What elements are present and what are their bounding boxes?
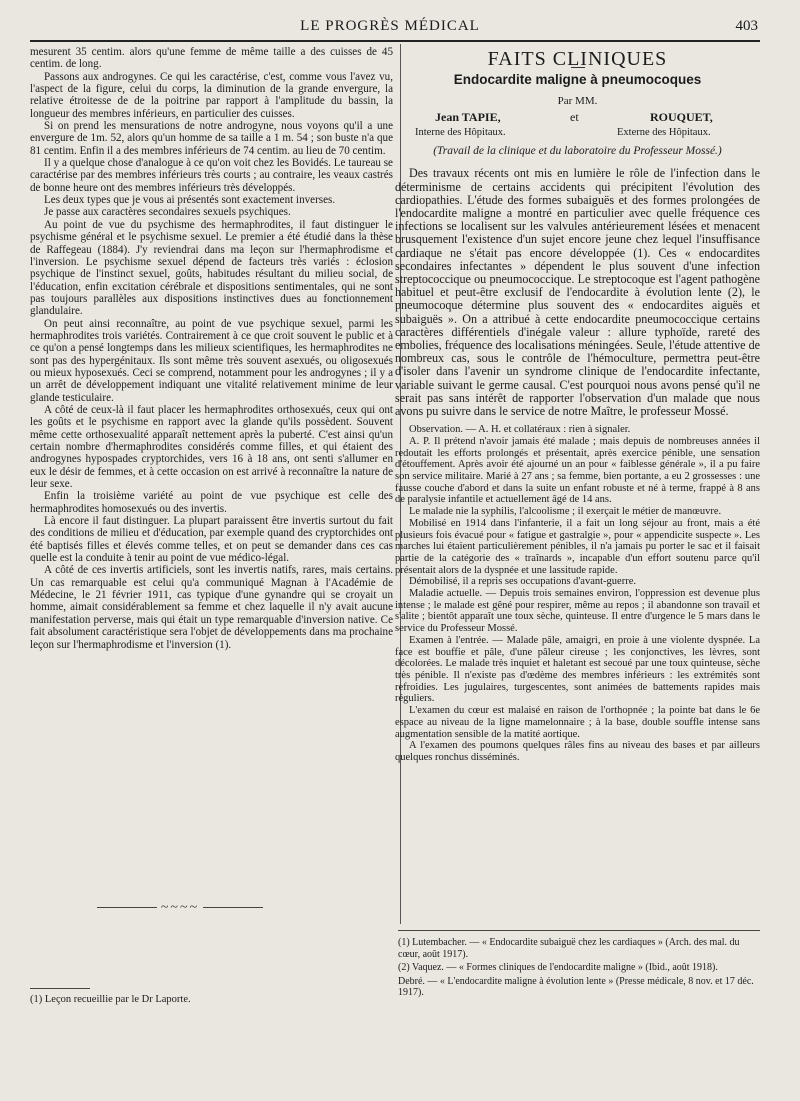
author-name: Jean TAPIE, bbox=[435, 110, 501, 125]
paragraph: Si on prend les mensurations de notre androgyne, nous voyons qu'il a une envergure de 1m. 52, alors qu'un homme de sa taille a 1 m. 54 ; son buste n'a que 81 centim. Enfin il a des membres inférieurs de 74 centim. au lieu de 70 centim. bbox=[30, 120, 393, 157]
footnotes bbox=[398, 937, 760, 1001]
section-ornament: ~~~~ bbox=[90, 900, 270, 916]
observation-paragraph: Examen à l'entrée. — Malade pâle, amaigri, en proie à une violente dyspnée. La face est bouffie et pâle, d'une pâleur cireuse ; les conjonctives, les lèvres, sont décolorées. Le malade très inquiet et haletant est secoué par une toux quinteuse, sèche très pénible. Il n'existe pas d'œdème des membres inférieurs : les extrémités sont refroidies. Les jugulaires, turgescentes, sont animées de battements rapides mais réguliers. bbox=[395, 634, 760, 705]
journal-title: LE PROGRÈS MÉDICAL bbox=[300, 18, 480, 34]
footnote: Debré. — « L'endocardite maligne à évolution lente » (Presse médicale, 8 nov. et 17 déc. 1917). bbox=[398, 975, 754, 999]
author-name: ROUQUET, bbox=[650, 110, 713, 125]
observation-paragraph: L'examen du cœur est malaisé en raison de l'orthopnée ; la pointe bat dans le 6e espace au niveau de la ligne mamelonnaire ; à la base, double souffle intense sans augmentation sensible de la matité aortique. bbox=[395, 705, 760, 740]
paragraph: Au point de vue du psychisme des hermaphrodites, il faut distinguer le psychisme général et le psychisme sexuel. Le premier a été étudié dans la thèse de Raffegeau (1884). J'y reviendrai dans ma leçon sur l'hermaphrodisme et l'inversion. Le psychisme sexuel dépend de facteurs très variés : éclosion psychique de l'instinct sexuel, goûts, habitudes résultant du milieu social, de l'éducation, enfin excitation cérébrale et dispositions sentimentales, qui ne sont pas toujours parallèles aux dispositions instinctives dues au fonctionnement glandulaire. bbox=[30, 218, 393, 318]
paragraph: On peut ainsi reconnaître, au point de vue psychique sexuel, parmi les hermaphrodites trois variétés. Contrairement à ce que croit souvent le public et à ce qu'on a pensé longtemps dans les milieux scientifiques, les hermaphrodites ne sont pas des hypergénitaux. Ils sont même très souvent asexués, ou oligosexués ou mieux hyposexués. Ceci se comprend, notamment pour les androgynes ; il y a un arrêt de développement indiquant une vitalité relativement minime de leur glande testiculaire. bbox=[30, 317, 393, 404]
paragraph: Passons aux androgynes. Ce qui les caractérise, c'est, comme vous l'avez vu, l'aspect de la figure, celui du corps, la diminution de la grande envergure, la relative étroitesse de de la poitrine par rapport à l'amplitude du bassin, la longueur des membres inférieurs, en particulier des cuisses. bbox=[30, 70, 393, 120]
paragraph: A côté de ceux-là il faut placer les hermaphrodites orthosexués, ceux qui ont les goûts et le psychisme en rapport avec la glande qu'ils possèdent. Souvent même cette orthosexualité apparaît nettement après la puberté. C'est ainsi qu'un certain nombre d'hermaphrodites considérés comme filles, et qui étaient des androgynes hypospades cryptorchides, vers 16 à 18 ans, ont senti s'allumer en eux le désir de femmes, et à cette occasion on est arrivé à reconnaître la nature de leur sexe. bbox=[30, 403, 393, 491]
observation-paragraph: Observation. — A. H. et collatéraux : rien à signaler. bbox=[409, 424, 631, 436]
section-title: FAITS CLINIQUES bbox=[487, 48, 668, 70]
introduction-paragraph: Des travaux récents ont mis en lumière le rôle de l'infection dans le déterminisme de certains accidents qui précipitent l'évolution des cardiopathies. L'étude des formes subaiguës et des formes prolongées de l'endocardite maligne a montré en particulier avec quelle fréquence ces infections se localisent sur les valvules antérieurement lésées et menacent brusquement l'existence d'un sujet encore jeune chez lequel l'insuffisance cardiaque ne s'était pas encore développée (1). Ces « endocardites secondaires infectantes » dépendent le plus souvent d'une infection streptococcique ou pneumococcique. Le streptocoque est l'agent pathogène habituel et peut-être exclusif de l'endocardite à évolution lente (2), le pneumocoque détermine plus souvent des « endocardites aiguës et subaiguës ». On a attribué à cette endocardite pneumococcique certains caractères différentiels d'inégale valeur : allure typhoïde, rareté des embolies, fréquence des localisations méningées. Seule, l'étude attentive de nombreux cas, sous le contrôle de l'hémoculture, permettra peut-être d'isoler dans l'avenir un syndrome clinique de l'endocardite infectante, variable suivant le germe causal. C'est pourquoi nous avons pensé qu'il ne serait pas sans intérêt de rapporter l'observation d'un malade que nous avons pu suivre dans le service de notre Maître, le professeur Mossé. bbox=[395, 166, 760, 419]
left-column bbox=[30, 46, 393, 651]
right-column bbox=[395, 49, 760, 764]
paragraph: Les deux types que je vous ai présentés sont exactement inverses. bbox=[44, 194, 336, 207]
author-conjunction: et bbox=[570, 110, 579, 125]
paragraph: A côté de ces invertis artificiels, sont les invertis natifs, rares, mais certains. Un cas remarquable est celui qu'a communiqué Magnan à l'Académie de Médecine, le 21 février 1911, cas typique d'une gynandre qui se croyait un homme, aimait considérablement sa femme et chez laquelle il n'y avait aucune manifestation perverse, mais qui était un type remarquable d'inversion native. Ce fait absolument caractéristique sera l'objet de développements dans ma prochaine leçon sur l'hermaphrodisme et l'inversion (1). bbox=[30, 564, 393, 651]
observation-paragraph: Mobilisé en 1914 dans l'infanterie, il a fait un long séjour au front, mais a été plusieurs fois évacué pour « fatigue et gastralgie », pour « appendicite suspecte ». Les marches lui étaient particulièrement pénibles, il n'a jamais pu porter le sac et il faisait partie de la catégorie des « traînards », incapable d'un effort soutenu parce qu'il présentait alors de la dyspnée et une lassitude rapide. bbox=[395, 517, 760, 576]
observation-paragraph: Maladie actuelle. — Depuis trois semaines environ, l'oppression est devenue plus intense ; le malade est gêné pour respirer, même au repos ; il abandonne son travail et s'alite ; bientôt apparaît une toux sèche, quinteuse. Il entre d'urgence le 5 mars dans le service du Professeur Mossé. bbox=[395, 588, 760, 635]
observation-paragraph: A l'examen des poumons quelques râles fins au niveau des bases et par ailleurs quelques ronchus disséminés. bbox=[395, 740, 760, 763]
footnote: (1) Lutembacher. — « Endocardite subaiguë chez les cardiaques » (Arch. des mal. du cœur, août 1917). bbox=[398, 937, 740, 960]
affiliation-note: (Travail de la clinique et du laboratoire du Professeur Mossé.) bbox=[433, 145, 722, 158]
observation-paragraph: Le malade nie la syphilis, l'alcoolisme ; il exerçait le métier de manœuvre. bbox=[409, 506, 722, 518]
article-title: Endocardite maligne à pneumocoques bbox=[453, 72, 702, 88]
footnote: (1) Leçon recueillie par le Dr Laporte. bbox=[30, 994, 191, 1005]
paragraph: Je passe aux caractères secondaires sexuels psychiques. bbox=[44, 206, 291, 219]
author-roles bbox=[395, 127, 760, 141]
footnote: (2) Vaquez. — « Formes cliniques de l'endocardite maligne » (Ibid., août 1918). bbox=[398, 962, 718, 974]
observation-paragraph: A. P. Il prétend n'avoir jamais été malade ; mais depuis de nombreuses années il redoutait les efforts prolongés et présentait, après exercice pénible, une sensation d'étouffement. Après avoir été ajourné un an pour « faiblesse générale », il a pu faire son service militaire. Marié à 27 ans ; sa femme, bien portante, a eu 2 grossesses : une fausse couche d'abord et dans la suite un enfant robuste et né à terme, frappé à 8 ans de paralysie infantile et actuellement âgé de 14 ans. bbox=[395, 435, 760, 506]
author-role: Externe des Hôpitaux. bbox=[617, 127, 711, 139]
byline-intro: Par MM. bbox=[557, 94, 598, 107]
author-role: Interne des Hôpitaux. bbox=[415, 127, 506, 139]
authors bbox=[395, 111, 760, 127]
paragraph: mesurent 35 centim. alors qu'une femme de même taille a des cuisses de 45 centim. de long. bbox=[30, 46, 393, 71]
running-header bbox=[30, 18, 758, 40]
paragraph: Il y a quelque chose d'analogue à ce qu'on voit chez les Bovidés. Le taureau se caractérise par des membres inférieurs très courts ; au contraire, les veaux castrés de bonne heure ont des membres inférieurs très développés. bbox=[30, 157, 393, 194]
page-number: 403 bbox=[735, 18, 758, 34]
footnote-rule bbox=[30, 988, 90, 989]
paragraph: Là encore il faut distinguer. La plupart paraissent être invertis surtout du fait des conditions de milieu et d'éducation, par exemple quand des cryptorchides ont été baptisés filles et élevés comme telles, et on peut se demander dans ces cas quelle est la conduite à tenir au point de vue médico-légal. bbox=[30, 515, 393, 565]
footnote-rule bbox=[398, 930, 760, 931]
observation-block bbox=[395, 424, 760, 763]
header-rule bbox=[30, 40, 760, 42]
observation-paragraph: Démobilisé, il a repris ses occupations d'avant-guerre. bbox=[409, 576, 636, 588]
paragraph: Enfin la troisième variété au point de vue psychique est celle des hermaphrodites homosexués ou des invertis. bbox=[30, 490, 393, 515]
